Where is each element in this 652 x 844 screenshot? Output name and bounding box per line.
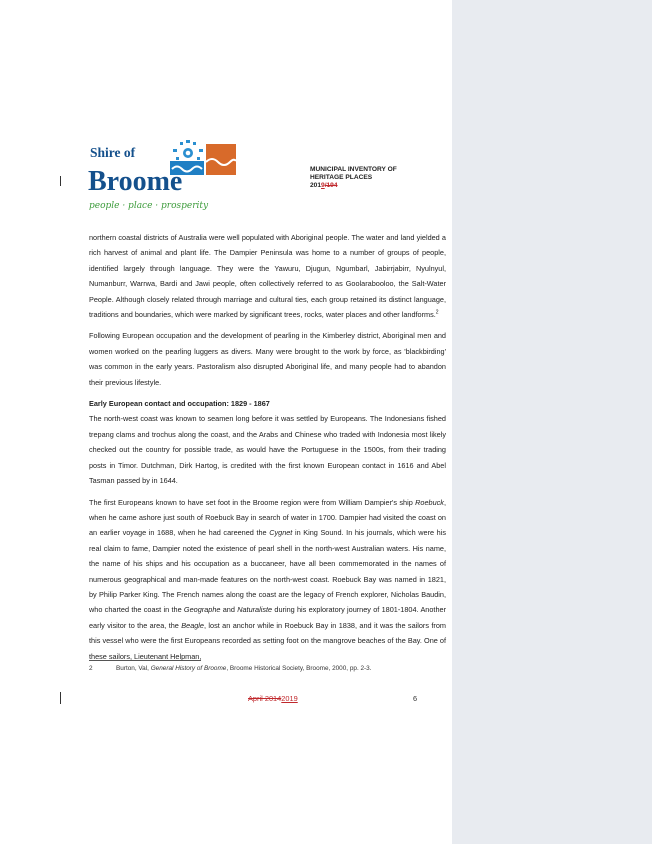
header-line-2: HERITAGE PLACES: [310, 174, 373, 181]
footer-date: [248, 694, 298, 703]
paragraph: Following European occupation and the development of pearling in the Kimberley district, Aboriginal men and women worked on the pearling luggers as divers. Many were brought to the work by force, as 'blackbirding' was common in the early years. Pastoralism also disrupted Aboriginal life, and many people had to abandon their previous lifestyle.: [89, 331, 446, 387]
deleted-text: April 2014: [248, 694, 282, 703]
book-title: General History of Broome: [150, 665, 227, 672]
logo-broome: Broome: [88, 166, 183, 197]
deleted-text: /194: [324, 182, 338, 189]
inserted-text: 2019: [281, 694, 298, 703]
document-body: [89, 230, 446, 670]
change-bar: [60, 176, 61, 186]
comments-pane: [452, 0, 652, 844]
header-line-1: MUNICIPAL INVENTORY OF: [310, 166, 397, 173]
footnote-number: 2: [89, 665, 93, 672]
logo-tagline: people · place · prosperity: [89, 201, 209, 211]
footnote-separator: [89, 660, 201, 661]
logo-shire-of: Shire of: [90, 145, 136, 160]
paragraph: The north-west coast was known to seamen long before it was settled by Europeans. The Indonesians fished trepang clams and trochus along the coast, and the Arabs and Chinese who traded with Indonesia most likely checked out the country for possible trade, as would have the Portuguese in the 1500s, from their trading posts in Timor. Dutchman, Dirk Hartog, is credited with the first known European contact in 1616 and Abel Tasman passed by in 1644.: [89, 414, 446, 486]
footnote-reference[interactable]: 2: [435, 309, 439, 316]
change-bar: [60, 692, 61, 704]
ship-name: Roebuck: [415, 497, 444, 507]
ship-name: Cygnet: [269, 528, 293, 538]
ship-name: Naturaliste: [237, 605, 273, 615]
footnote: 2 Burton, Val, General History of Broome, Broome Historical Society, Broome, 2000, pp. 2-3.: [89, 665, 372, 672]
inserted-text: 9: [321, 182, 325, 189]
header-year: [310, 182, 397, 190]
logo-sun-icon: [173, 140, 203, 160]
shire-of-broome-logo: [86, 140, 238, 212]
section-heading: Early European contact and occupation: 1829 - 1867: [89, 399, 270, 409]
document-header: [310, 166, 397, 190]
ship-name: Geographe: [183, 605, 221, 615]
page-number: 6: [413, 694, 418, 703]
paragraph: The first Europeans known to have set foot in the Broome region were from William Dampier's ship Roebuck, when he came ashore just south of Roebuck Bay in search of water in 1700. Dampier had visited the coast on an earlier voyage in 1688, when he had careened the Cygnet in King Sound. In his journals, which were his real claim to fame, Dampier noted the existence of pearl shell in the north-west Australian waters. His name, the name of his ships and his occupation as a buccaneer, have all been commemorated in the names of numerous geographical and man-made features on the north-west coast. Roebuck Bay was named in 1821, by Philip Parker King. The French names along the coast are the legacy of French explorer, Nicholas Baudin, who charted the coast in the Geographe and Naturaliste during his exploratory journey of 1801-1804. Another early visitor to the area, the Beagle, lost an anchor while in Roebuck Bay in 1838, and it was the sailors from this vessel who were the first Europeans recorded as setting foot on the mangrove beaches of the Bay. One of these sailors, Lieutenant Helpman,: [89, 497, 446, 661]
ship-name: Beagle: [181, 620, 204, 630]
paragraph: northern coastal districts of Australia were well populated with Aboriginal people. The water and land yielded a rich harvest of animal and plant life. The Dampier Peninsula was home to a number of groups of people, identified largely through language. They were the Yawuru, Djugun, Ngumbarl, Jabirrjabirr, Nyulnyul, Numanburr, Warrwa, Bardi and Jawi people, often collectively referred to as Goolarabooloo, the Salt-Water People. Although closely related through marriage and cultural ties, each group retained its distinct language, traditions and boundaries, which were marked by significant trees, rocks, water places and other landforms.$^2$: [89, 233, 446, 320]
header-year-prefix: 201: [310, 182, 322, 189]
